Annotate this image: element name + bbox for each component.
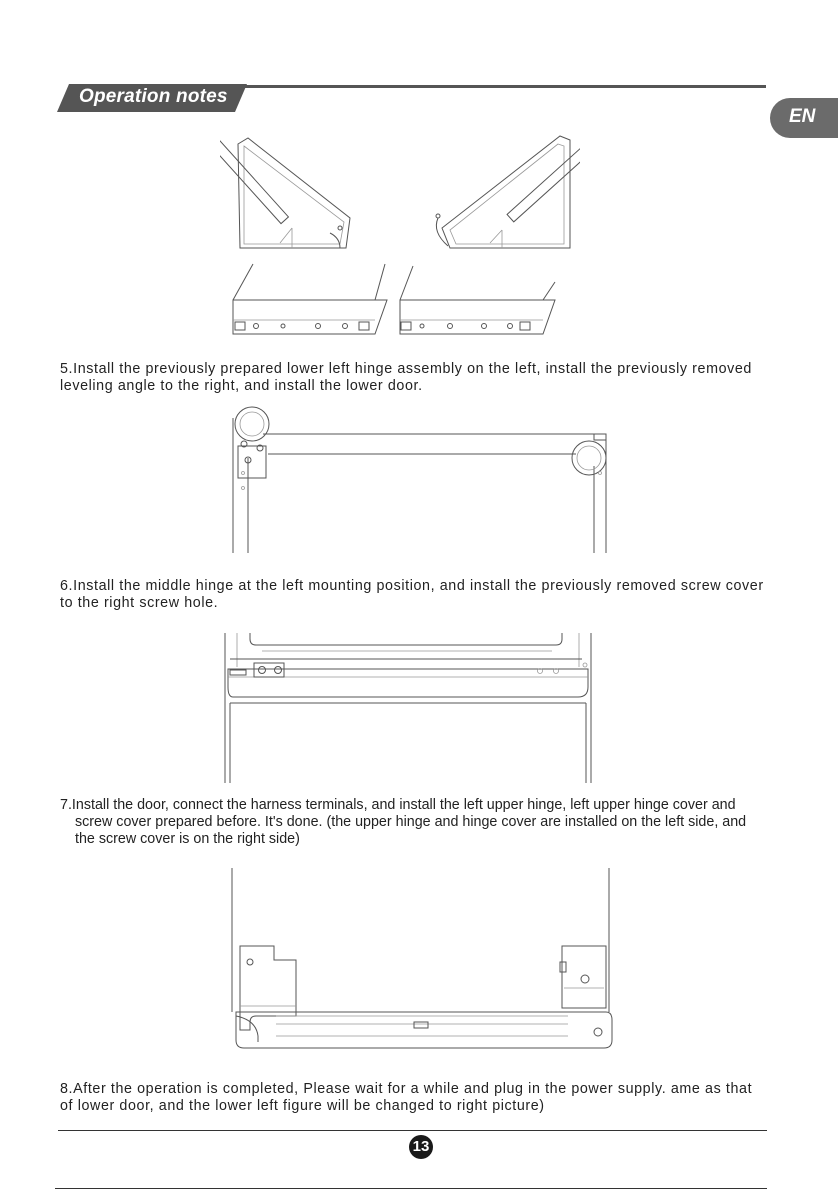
right-leveling-foot — [572, 441, 606, 475]
section-title: Operation notes — [79, 86, 228, 107]
step-7-body: 7.Install the door, connect the harness terminals, and install the left upper hinge, left upper hinge cover and screw cover prepared before. It's done. (the upper hinge and hinge cover are installed on the left side, and the screw cover is on the right side) — [60, 797, 747, 847]
left-hinge-cover — [240, 946, 296, 1030]
left-leveling-foot — [235, 407, 269, 441]
footer-bottom-rule — [55, 1188, 767, 1189]
step-5-text: 5.Install the previously prepared lower left hinge assembly on the left, install the previously removed leveling angle to the right, and install the lower door. — [60, 361, 752, 394]
footer-rule — [58, 1130, 767, 1131]
figure-door-bottoms — [225, 262, 560, 340]
left-door-illustration — [220, 135, 350, 248]
language-tab — [770, 98, 838, 138]
section-tab — [57, 84, 247, 112]
step-7-text — [60, 797, 760, 848]
left-hinge-plate — [238, 441, 266, 490]
right-door-bottom — [400, 266, 555, 334]
step-8-text: 8.After the operation is completed, Please wait for a while and plug in the power supply. ame as that of lower door, and the lower left figure will be changed to right picture) — [60, 1081, 753, 1114]
figure-door-top-strip — [220, 118, 580, 250]
right-door-illustration — [436, 134, 580, 248]
figure-upper-hinge — [228, 866, 614, 1056]
page-number: 13 — [409, 1135, 433, 1159]
right-screw-cover — [560, 946, 606, 1008]
figure-middle-hinge — [222, 633, 594, 783]
left-door-bottom — [233, 264, 387, 334]
figure-lower-hinge — [228, 398, 618, 553]
language-label: EN — [789, 106, 816, 127]
header-rule — [232, 85, 766, 88]
step-6-text: 6.Install the middle hinge at the left mounting position, and install the previously removed screw cover to the right screw hole. — [60, 578, 764, 611]
